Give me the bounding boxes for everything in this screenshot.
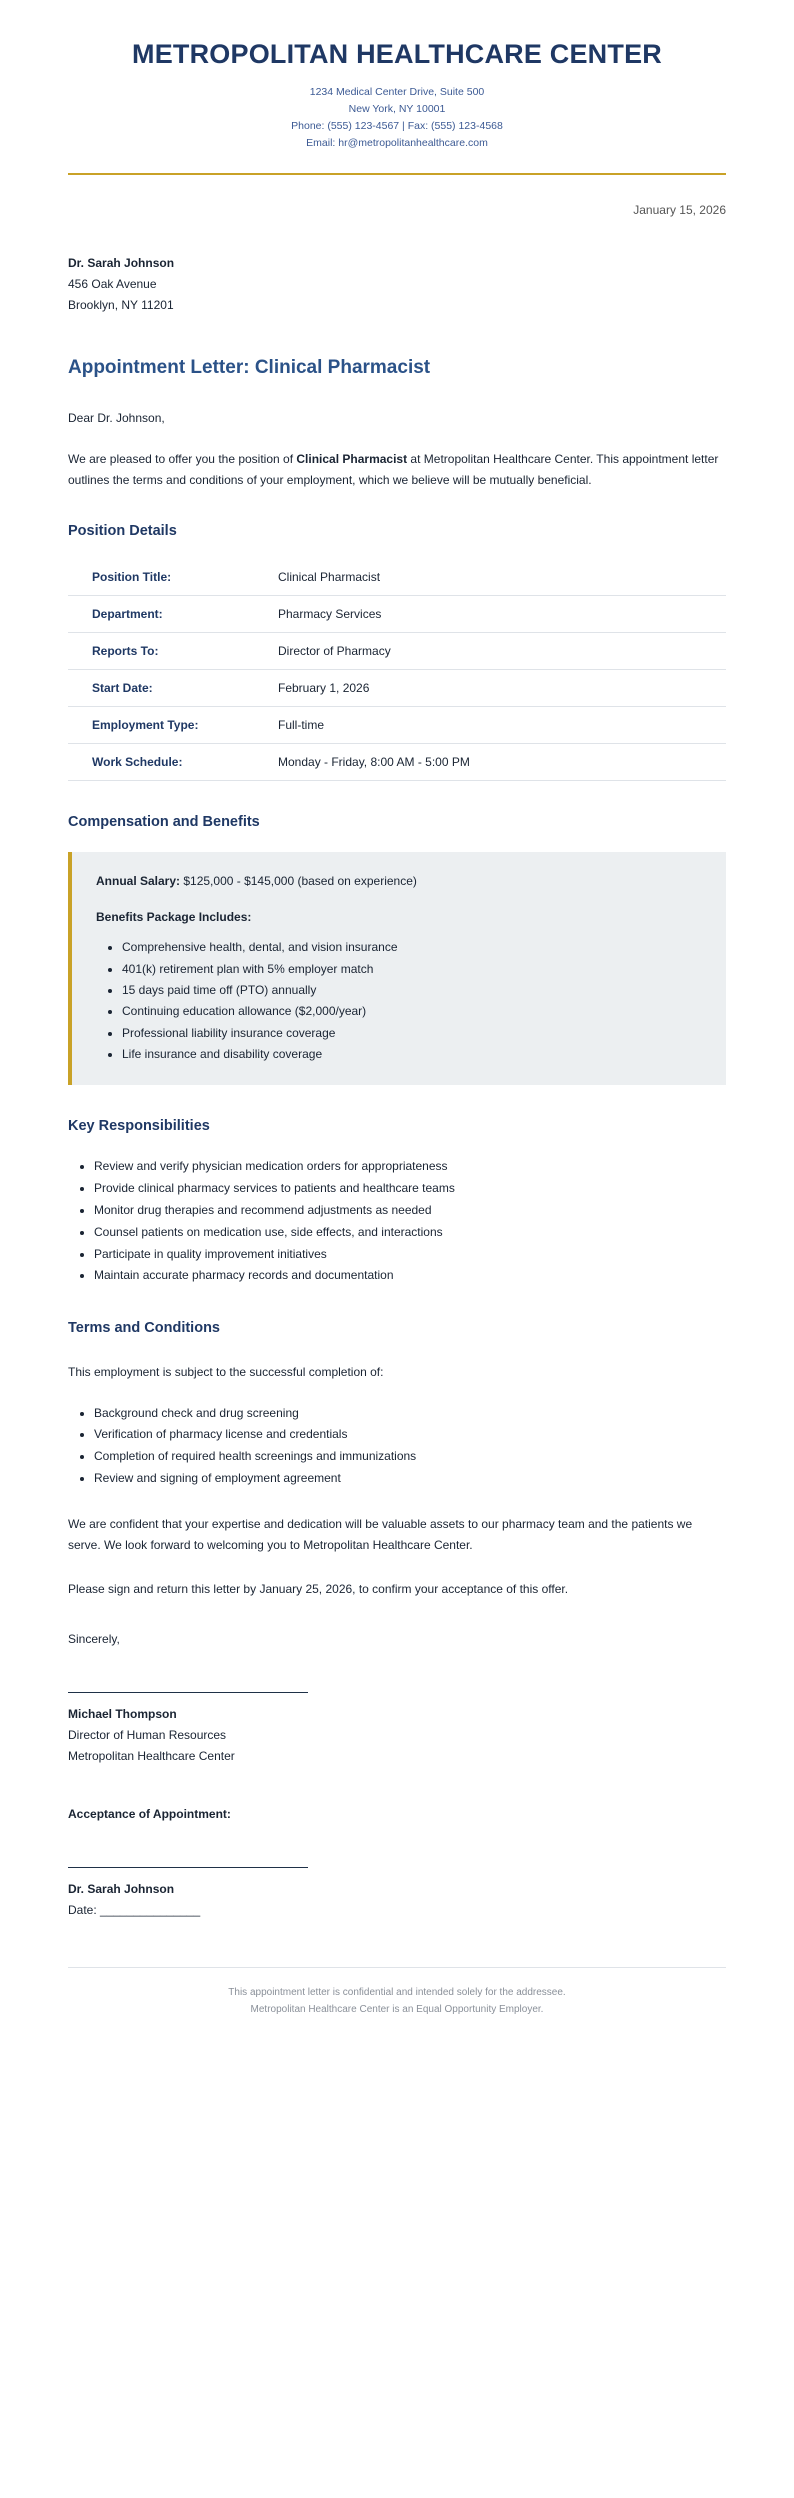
- table-row: [68, 559, 726, 596]
- intro-text-before: We are pleased to offer you the position of: [68, 452, 297, 467]
- acceptance-date-field[interactable]: Date: _______________: [68, 1902, 201, 1917]
- closing-paragraph-2: Please sign and return this letter by January 25, 2026, to confirm your acceptance of this offer.: [68, 1582, 569, 1597]
- compensation-highlight-box: [68, 852, 726, 1085]
- intro-text-after: at Metropolitan Healthcare Center. This appointment letter outlines the terms and conditions of your employment, which we believe will be mutually beneficial.: [68, 452, 719, 487]
- list-item: • 401(k) retirement plan with 5% employer match: [122, 959, 704, 980]
- list-item: • Background check and drug screening: [94, 1403, 726, 1425]
- list-item: • Life insurance and disability coverage: [122, 1044, 704, 1065]
- address-line-1: 1234 Medical Center Drive, Suite 500: [309, 86, 485, 99]
- annual-salary-line: [96, 872, 704, 891]
- signature-line: [68, 1692, 308, 1693]
- row-label: Start Date:: [92, 681, 153, 696]
- section-heading-terms: Terms and Conditions: [68, 1320, 220, 1337]
- position-details-table: [68, 559, 726, 781]
- list-item: • Review and verify physician medication orders for appropriateness: [94, 1156, 726, 1178]
- letterhead: [68, 0, 726, 175]
- intro-position-emphasis: Clinical Pharmacist: [296, 452, 408, 467]
- section-heading-responsibilities: Key Responsibilities: [68, 1118, 210, 1135]
- list-item: • Comprehensive health, dental, and vision insurance: [122, 937, 704, 958]
- recipient-street: 456 Oak Avenue: [68, 277, 157, 292]
- table-row: [68, 670, 726, 707]
- letterhead-divider: [68, 173, 726, 175]
- list-item: • Review and signing of employment agreement: [94, 1468, 726, 1490]
- list-item: • Counsel patients on medication use, side effects, and interactions: [94, 1222, 726, 1244]
- annual-salary-value: $125,000 - $145,000 (based on experience): [180, 874, 417, 889]
- row-label: Employment Type:: [92, 718, 199, 733]
- footer-confidentiality-note: This appointment letter is confidential and intended solely for the addressee.: [228, 1986, 566, 1998]
- list-item: • 15 days paid time off (PTO) annually: [122, 980, 704, 1001]
- closing-paragraph-1: We are confident that your expertise and dedication will be valuable assets to our pharmacy team and the patients we serve. We look forward to welcoming you to Metropolitan Healthcare Center.: [68, 1516, 693, 1552]
- annual-salary-label: Annual Salary:: [96, 874, 181, 889]
- table-row: [68, 633, 726, 670]
- responsibilities-list: [68, 1156, 726, 1287]
- row-label: Work Schedule:: [92, 755, 183, 770]
- letter-title: Appointment Letter: Clinical Pharmacist: [68, 357, 431, 379]
- recipient-city-state-zip: Brooklyn, NY 11201: [68, 298, 174, 313]
- benefits-package-label: Benefits Package Includes:: [96, 910, 252, 925]
- signatory-title: Director of Human Resources: [68, 1727, 227, 1742]
- acceptance-signature-line[interactable]: [68, 1867, 308, 1868]
- list-item: • Participate in quality improvement initiatives: [94, 1244, 726, 1266]
- list-item: • Monitor drug therapies and recommend adjustments as needed: [94, 1200, 726, 1222]
- section-heading-position-details: Position Details: [68, 523, 177, 540]
- address-line-2: New York, NY 10001: [348, 103, 446, 116]
- row-value: Pharmacy Services: [278, 607, 382, 622]
- row-value: Monday - Friday, 8:00 AM - 5:00 PM: [278, 755, 470, 770]
- phone-fax-line: Phone: (555) 123-4567 | Fax: (555) 123-4568: [291, 120, 503, 133]
- table-row: [68, 744, 726, 781]
- list-item: • Verification of pharmacy license and credentials: [94, 1424, 726, 1446]
- document-footer: [68, 1968, 726, 2048]
- row-label: Position Title:: [92, 570, 172, 585]
- list-item: • Professional liability insurance coverage: [122, 1023, 704, 1044]
- section-heading-compensation: Compensation and Benefits: [68, 814, 260, 831]
- row-value: Clinical Pharmacist: [278, 570, 381, 585]
- email-line: Email: hr@metropolitanhealthcare.com: [306, 137, 488, 150]
- organization-name: METROPOLITAN HEALTHCARE CENTER: [132, 39, 662, 69]
- row-label: Department:: [92, 607, 163, 622]
- signatory-organization: Metropolitan Healthcare Center: [68, 1748, 235, 1763]
- row-value: Director of Pharmacy: [278, 644, 391, 659]
- organization-contact-block: [68, 84, 726, 152]
- acceptance-signer-name: Dr. Sarah Johnson: [68, 1881, 175, 1896]
- signatory-name: Michael Thompson: [68, 1706, 177, 1721]
- salutation: Dear Dr. Johnson,: [68, 411, 165, 426]
- intro-paragraph: [68, 449, 726, 490]
- row-label: Reports To:: [92, 644, 159, 659]
- footer-eeo-note: Metropolitan Healthcare Center is an Equal Opportunity Employer.: [250, 2003, 544, 2015]
- table-row: [68, 707, 726, 744]
- row-value: Full-time: [278, 718, 325, 733]
- acceptance-heading: Acceptance of Appointment:: [68, 1806, 231, 1821]
- terms-list: [68, 1403, 726, 1490]
- list-item: • Provide clinical pharmacy services to patients and healthcare teams: [94, 1178, 726, 1200]
- sign-off: Sincerely,: [68, 1631, 120, 1646]
- list-item: • Completion of required health screenings and immunizations: [94, 1446, 726, 1468]
- recipient-address-block: [68, 253, 726, 316]
- terms-intro-paragraph: This employment is subject to the successful completion of:: [68, 1365, 384, 1380]
- list-item: • Continuing education allowance ($2,000/year): [122, 1001, 704, 1022]
- row-value: February 1, 2026: [278, 681, 370, 696]
- table-row: [68, 596, 726, 633]
- list-item: • Maintain accurate pharmacy records and documentation: [94, 1265, 726, 1287]
- benefits-list: [96, 937, 704, 1065]
- letter-date: January 15, 2026: [633, 203, 726, 218]
- recipient-name: Dr. Sarah Johnson: [68, 256, 175, 271]
